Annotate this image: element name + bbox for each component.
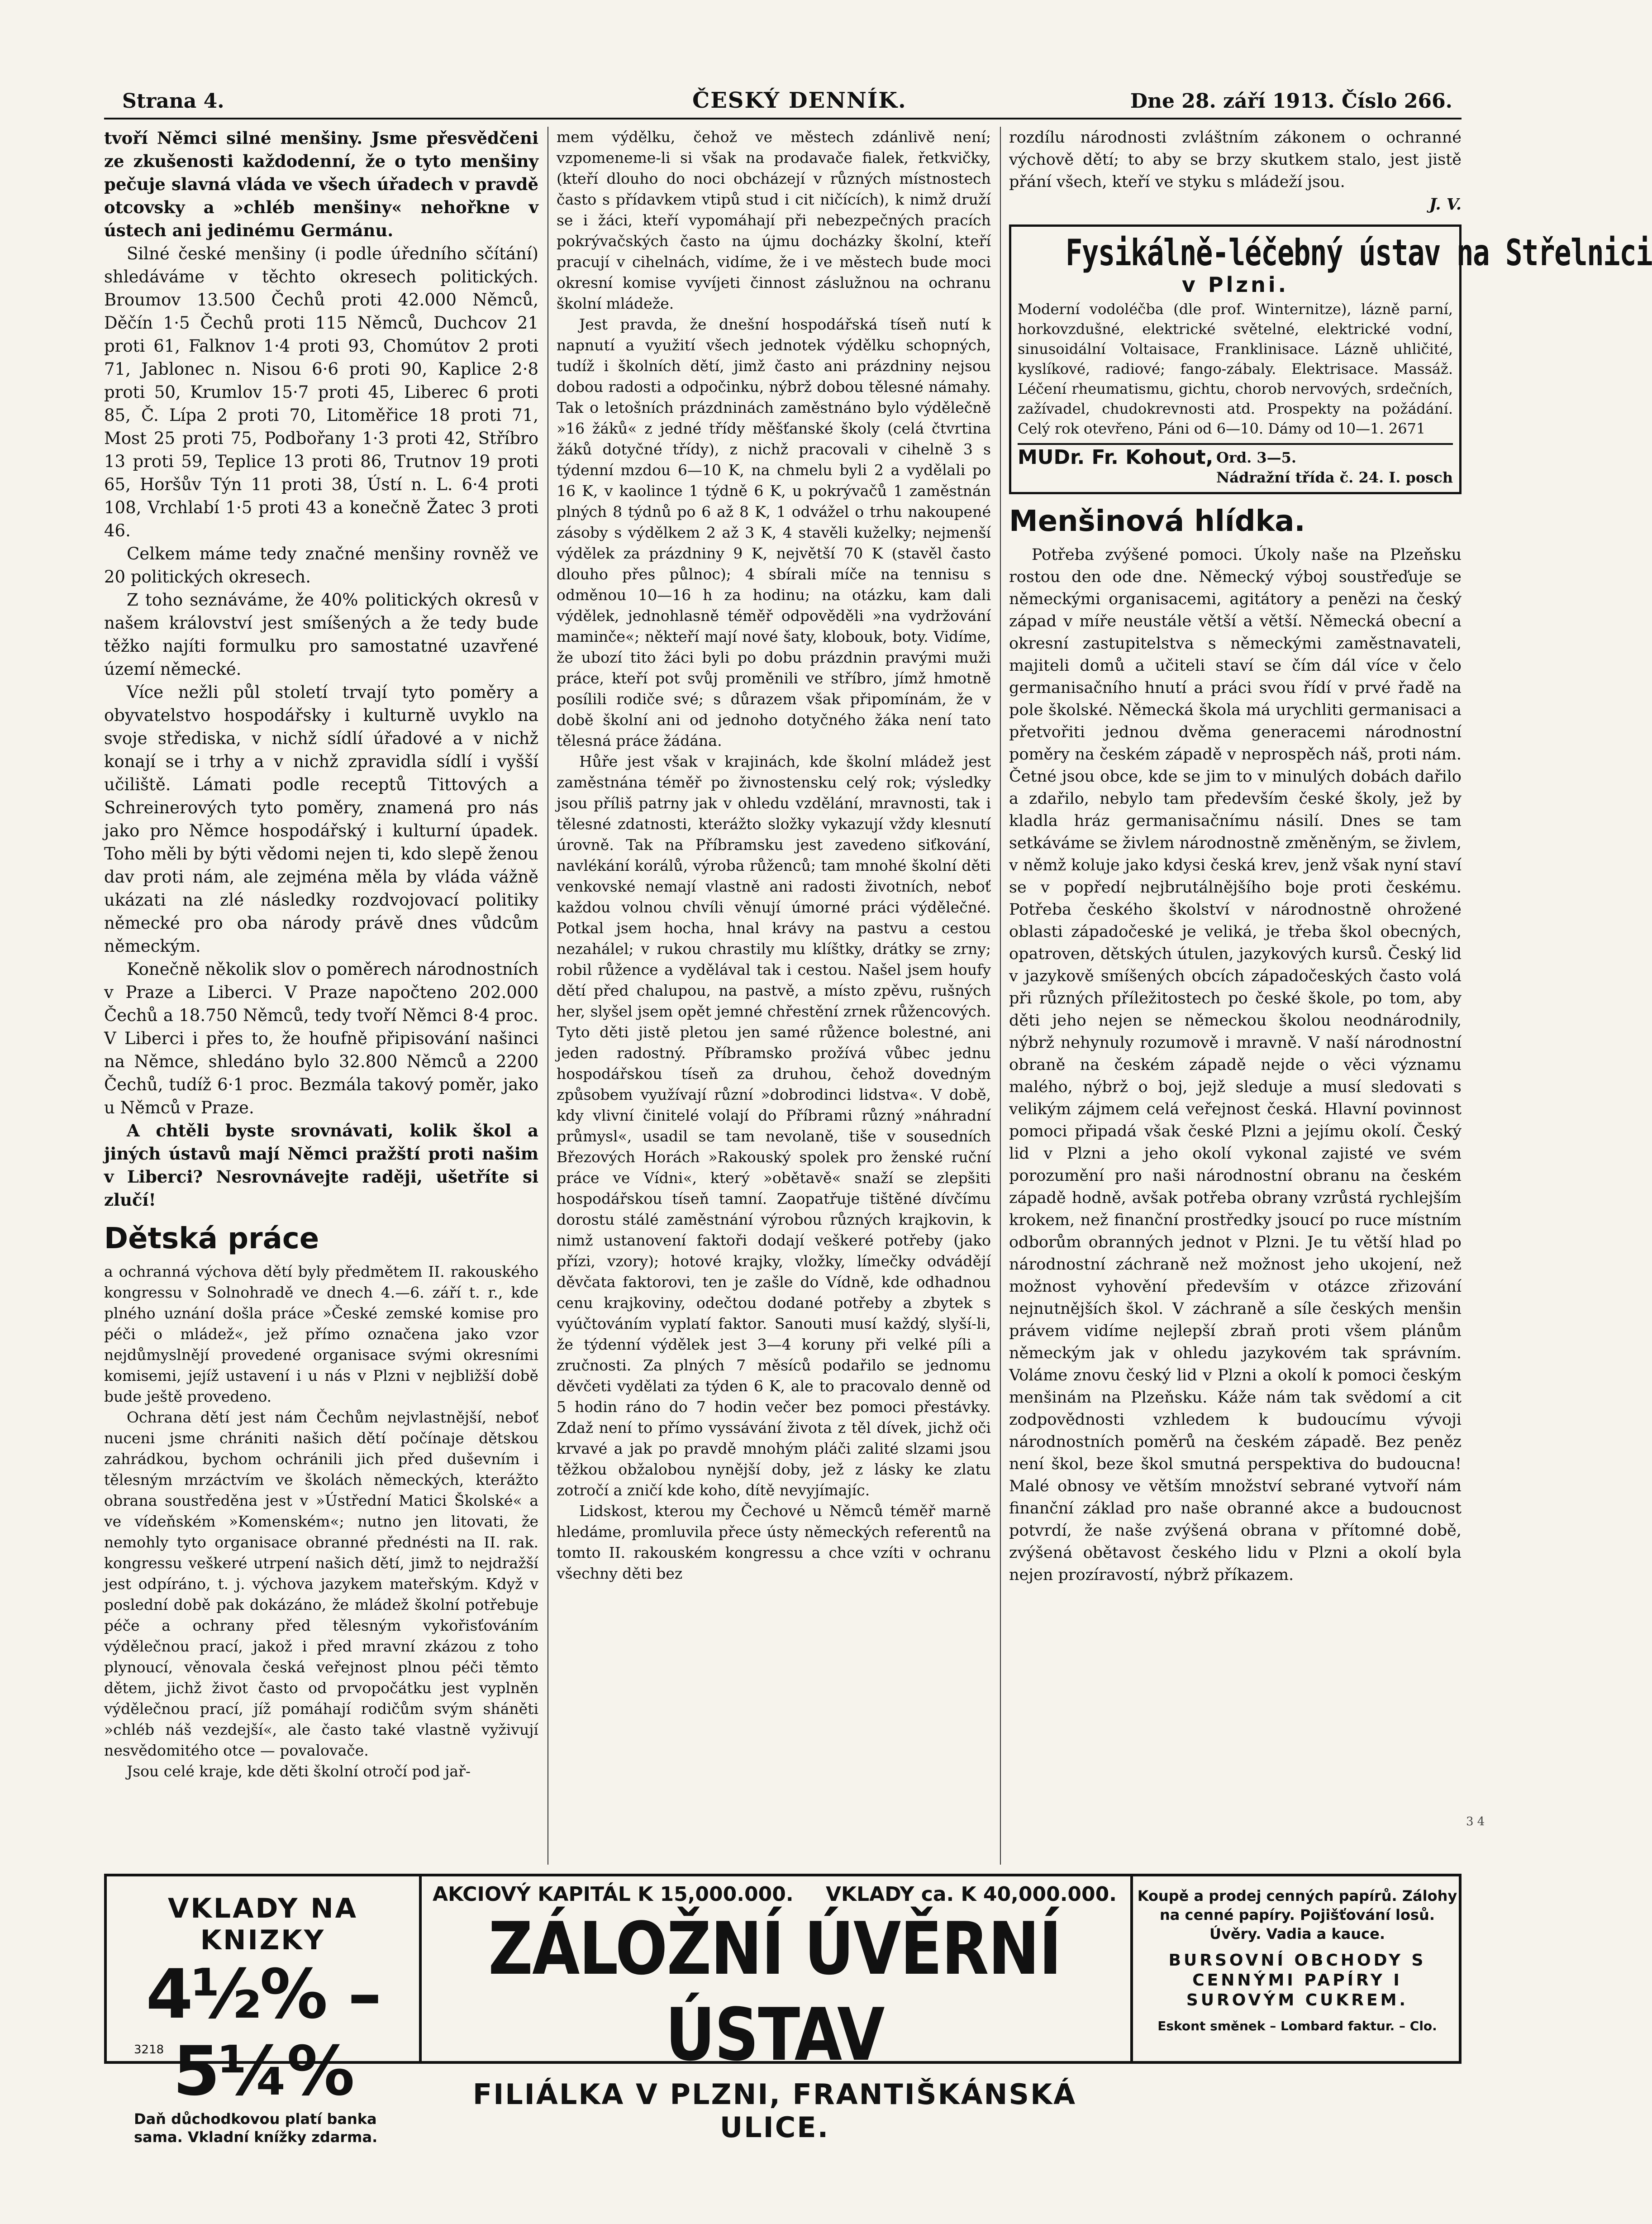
bank-deposits: VKLADY ca. K 40,000.000. <box>825 1883 1117 1906</box>
article-paragraph: rozdílu národnosti zvláštním zákonem o ochranné výchově dětí; to aby se brzy skutkem stalo, jest jistě přání všech, kteří ve styku s mládeží jsou. <box>1009 129 1462 191</box>
bank-capital: AKCIOVÝ KAPITÁL K 15,000.000. <box>433 1883 794 1906</box>
bank-discount: Eskont směnek – Lombard faktur. – Clo. <box>1157 2019 1437 2033</box>
article-paragraph: a ochranná výchova dětí byly předmětem II. rakouského kongressu v Solnohradě ve dnech 4.—6. září t. r., kde plného uznání došla práce »České zemské komise pro péči o mládež«, jež přímo označena jako vzor nejdůmyslnějí provedené organisace svými okresními komisemi, jejíž ustavení i u nás v Plzni v nejbližší době bude ještě provedeno. <box>104 1263 538 1405</box>
article-paragraph: Více nežli půl století trvají tyto poměry a obyvatelstvo hospodářsky i kulturně uvyklo na svoje střediska, v nichž sídlí úřadové a v nichž konají se i trhy a v nichž zpravidla sídlí i vyšší učiliště. Lámati podle receptů Tittových a Schreinerových tyto poměry, znamená pro nás jako pro Němce hospodářský i kulturní úpadek. Toho měli by býti vědomi nejen ti, kdo slepě ženou dav proti nám, ale zejména měla by vláda vážně ukázati na zlé následky rozdvojovací politiky německé pro oba národy právě dnes vůdcům německým. <box>104 682 538 956</box>
margin-note: 3 4 <box>1466 1815 1485 1828</box>
article-paragraph: A chtěli byste srovnávati, kolik škol a jiných ústavů mají Němci pražští proti našim v Liberci? Nesrovnávejte raději, ušetříte si zlučí! <box>104 1121 538 1210</box>
article-paragraph: Celkem máme tedy značné menšiny rovněž ve 20 politických okresech. <box>104 544 538 587</box>
column-1 <box>104 127 538 1782</box>
article-paragraph: Lidskost, kterou my Čechové u Němců téměř marně hledáme, promluvila přece ústy německých referentů na tomto II. rakouském kongressu a chce vzíti v ochranu všechny děti bez <box>557 1502 991 1582</box>
bank-tax-note: Daň důchodkovou platí banka <box>134 2110 377 2128</box>
page-header <box>104 81 1462 119</box>
article-paragraph: mem výdělku, čehož ve městech zdánlivě není; vzpomeneme-li si však na prodavače fialek, řetkvičky, (kteří dlouho do noci obcházejí v různých místnostech často s přídavkem vtipů stud i cit ničících), k nimž druží se i žáci, kteří vypomáhají při nebezpečných pracích pokrývačských často na újmu docházky školní, kteří pracují v cihelnách, vidíme, že i ve městech bude moci okresní komise vyvíjeti činnost záslužnou na ochranu školní mládeže. <box>557 128 991 312</box>
column-rule <box>547 127 548 1865</box>
author-signature: J. V. <box>1429 195 1462 214</box>
bank-branch: FILIÁLKA V PLZNI, FRANTIŠKÁNSKÁ ULICE. <box>472 2078 1077 2144</box>
ad-doctor: MUDr. Fr. Kohout, <box>1018 446 1214 469</box>
bank-exchange: BURSOVNÍ OBCHODY S CENNÝMI PAPÍRY I SUROVÝM CUKREM. <box>1168 1951 1426 2009</box>
article-headline: Dětská práce <box>104 1222 319 1255</box>
ad-address: Nádražní třída č. 24. I. posch <box>1216 469 1453 486</box>
ad-footer <box>1018 443 1453 487</box>
column-rule <box>1000 127 1001 1865</box>
newspaper-page <box>104 81 1652 2146</box>
ad-hours <box>1216 448 1453 487</box>
bank-interest-rate: 4½% – 5¼% <box>146 1955 380 2111</box>
article-paragraph: Ochrana dětí jest nám Čechům nejvlastnější, neboť nuceni jsme chrániti našich dětí počínaje dětskou zahrádkou, bychom ochránili jich před duševním i tělesným mrzáctvím ve školách německých, kterážto obrana soustředěna jest v »Ústřední Matici Školské« a ve vídeňském »Komenském«; nutno jen litovati, že nemohly tyto organisace obranné přednésti na II. rak. kongressu veškeré utrpení našich dětí, jimž to nejdražší jest odpíráno, t. j. výchova jazykem mateřským. Když v poslední době pak dokázáno, že mládež školní potřebuje péče a ochrany před tělesným vykořisťováním výdělečnou prací, jakož i před mravní zkázou z toho plynoucí, věnovala česká veřejnost plnou péči těmto dětem, jichž život často od prvopočátku jest vyplněn výdělečnou prací, jíž pomáhají rodičům svým sháněti »chléb náš vezdejší«, ale často také vlastně vyživují nesvědomitého otce — povalovače. <box>104 1408 538 1759</box>
article-paragraph: Potřeba zvýšené pomoci. Úkoly naše na Plzeňsku rostou den ode dne. Německý výboj soustřeďuje se německými organisacemi, agitátory a penězi na český západ v míře neustále větší a větší. Německá obecní a okresní zastupitelstva s německými zaměstnavateli, majiteli domů a učiteli staví se čím dál více v čelo germanisačního hnutí a práci svou řídí v prvé řadě na pole školské. Německá škola má urychliti germanisaci a přetvořiti jednou dvěma generacemi národnostní poměry na českém západě v neprospěch náš, proti nám. Četné jsou obce, kde se jim to v minulých dobách dařilo a zdařilo, nebylo tam především české školy, jež by kladla hráz germanisačnímu násilí. Dnes se tam setkáváme se živlem národnostně změněným, se živlem, v němž koluje jako kdysi česká krev, jenž však nyní staví se v popředí nejbrutálnějšího boje proti českému. Potřeba českého školství v národnostně ohrožené oblasti západočeské je veliká, je třeba škol obecných, opatroven, dětských útulen, jazykových kursů. Český lid v jazykově smíšených obcích západočeských často volá při různých příležitostech po české škole, po tom, aby děti jeho nejen se německou školou neodnárodnily, nýbrž nehynuly rozumově i mravně. V naší národnostní obraně na českém západě nejde o věci významu malého, nýbrž o boj, jejž sleduje a musí sledovati s velikým zájmem celá veřejnost česká. Hlavní povinnost pomoci připadá však české Plzni a jejímu okolí. Český lid v Plzni a jeho okolí vykonal zajisté ve svém porozumění pro naši národnostní obranu na českém západě hodně, avšak potřeba obrany vzrůstá rychlejším krokem, než finanční prostředky jsoucí po ruce místním odborům obranných jednot v Plzni. Je tu větší hlad po národnostní záchraně než možnost jeho ukojení, než možnost vyhovění především v otázce zřizování nejnutnějších škol. V záchraně a síle českých menšin právem vidíme nejlepší zbraň proti všem plánům německým jak v ohledu jazykovém tak správním. Voláme znovu český lid v Plzni a okolí k pomoci českým menšinám na Plzeňsku. Káže nám tak svědomí a cit zodpovědnosti vzhledem k budoucímu vývoji národnostních poměrů na českém západě. Bez peněz není škol, beze škol smutná perspektiva do budoucna! Malé obnosy ve větším množství sebrané vytvoří nám finanční základ pro naše obranné akce a budoucnost potvrdí, že naše zvýšená obrana v přítomné době, zvýšená obětavost českého lidu v Plzni a okolí byla nejen prozíravostí, nýbrž příkazem. <box>1009 546 1462 1584</box>
article-paragraph: Hůře jest však v krajinách, kde školní mládež jest zaměstnána téměř po živnostensku celý rok; výsledky jsou příliš patrny jak v ohledu vzdělání, mravnosti, tak i tělesné zdatnosti, kterážto složky vykazují vždy klesnutí úrovně. Tak na Příbramsku jest zavedeno siťkování, navlékání korálů, výroba růženců; tam mnohé školní děti venkovské nemají vlastně ani radosti životních, neboť každou volnou chvíli věnují úmorné práci výdělečné. Potkal jsem hocha, hnal krávy na pastvu a cestou nezahálel; v rukou chrastily mu klíštky, drátky se zrny; robil růžence a vydělával tak i cestou. Našel jsem houfy dětí před chalupou, na pastvě, a místo zpěvu, rušných her, slyšel jsem opět jemné chřestění zrnek růžencových. Tyto děti jistě pletou jen samé růžence bolestné, ani jeden radostný. Příbramsko prožívá vůbec jednu hospodářskou tíseň za druhou, čehož dovedným způsobem využívají různí »dobrodinci lidstva«. V době, kdy vlivní činitelé volají do Příbrami různý »náhradní průmysl«, usadil se tam nevolaně, tiše v sousedních Březových Horách »Rakouský spolek pro ženské ruční práce ve Vídni«, který »obětavě« snaží se zlepšiti hospodářskou tíseň tamní. Zaopatřuje tištěné dívčímu dorostu stálé zaměstnání výrobou různých krajkovin, k nimž ustanovení faktoři dodají veškeré potřeby (jako přízi, vzory); hotové krajky, vložky, límečky odvádějí děvčata faktorovi, ten je zašle do Vídně, kde odhadnou cenu krajkoviny, odečtou dodané potřeby a zbytek s vyúčtováním vyplatí faktor. Sanouti musí každý, slyší-li, že týdenní výdělek jest 3—4 koruny při velké píli a zručnosti. Za plných 7 měsíců podařilo se jednomu děvčeti vydělati za týden 6 K, ale to pracovalo denně od 5 hodin ráno do 7 hodin večer bez pomoci přestávky. Zdaž není to přímo vyssávání života z těl dívek, jichž oči krvavé a jak po pravdě mnohým pláči zalité slzami jsou těžkou obžalobou nynější doby, jež z lásky ke zlatu zotročí a zničí kde koho, dítě nevyjímajíc. <box>557 753 991 1499</box>
issue-date: Dne 28. září 1913. Číslo 266. <box>1130 90 1452 113</box>
article-paragraph: Jest pravda, že dnešní hospodářská tíseň nutí k napnutí a využití všech jednotek výdělku schopných, tudíž i školních dětí, jimž často ani prázdniny nejsou dobou radosti a odpočinku, nýbrž dobou tělesné námahy. Tak o letošních prázdninách zaměstnáno bylo výdělečně »16 žáků« z jedné třídy měšťanské školy (celá čtvrtina žáků dotyčné třídy), z nichž pracovali v cihelně 3 s týdenní mzdou 6—10 K, na chmelu byli 2 a vydělali po 16 K, v kaolince 1 týdně 6 K, u pokrývačů 1 zaměstnán plných 8 týdnů po 6 až 8 K, 1 odvážel o trhu nakoupené zásoby s výdělkem 2 až 3 K, 4 stavěli kuželky; nejmenší výdělek za prázdniny 9 K, největší 70 K (stavěl často dlouho přes půlnoc); 4 sbírali míče na tennisu s odměnou 10—16 h za hodinu; na otázku, kam dali výdělek, jednohlasně téměř odpověděli »na vydržování maminče«; někteří mají nové šaty, klobouk, boty. Vidíme, že ubozí tito žáci byli po dobu prázdnin pravými muži práce, kteří pot svůj proměnili ve stříbro, jímž hmotně posílili rodiče své; s důrazem však připomínám, že v době školní ani od jednoho dotyčného žáka není tato tělesná práce žádána. <box>557 315 991 749</box>
bank-deposit-title: VKLADY NA KNIZKY <box>167 1893 358 1956</box>
bank-services: Koupě a prodej cenných papírů. Zálohy na cenné papíry. Pojišťování losů. Úvěry. Vadia a kauce. <box>1137 1887 1457 1942</box>
bank-rate-panel <box>107 1876 422 2146</box>
bank-capital-row <box>422 1876 1128 1906</box>
article-headline: Menšinová hlídka. <box>1009 505 1305 538</box>
newspaper-title: ČESKÝ DENNÍK. <box>692 88 907 113</box>
column-3 <box>1009 127 1652 1586</box>
ad-body: Moderní vodoléčba (dle prof. Winternitze), lázně parní, horkovzdušné, elektrické světelné, elektrické vodní, sinusoidální Voltaisace, Franklinisace. Lázně uhličité, kyslíkové, radiové; fango-zábaly. Elektrisace. Massáž. Léčení rheumatismu, gichtu, chorob nervových, srdečních, zažívadel, chudokrevnosti atd. Prospekty na požádání. Celý rok otevřeno, Páni od 6—10. Dámy od 10—1. 2671 <box>1018 301 1453 437</box>
article-paragraph: tvoří Němci silné menšiny. Jsme přesvědčeni ze zkušenosti každodenní, že o tyto menšiny pečuje slavná vláda ve všech úřadech v pravdě otcovsky a »chléb menšiny« nehořkne v ústech ani jedinému Germánu. <box>104 128 538 240</box>
bank-tax-note: sama. Vkladní knížky zdarma. <box>134 2129 378 2146</box>
bank-name: ZÁLOŽNÍ ÚVĚRNÍ ÚSTAV <box>488 1906 1061 2077</box>
bank-services-panel <box>1130 1876 1462 2061</box>
ad-hours-text: Ord. 3—5. <box>1216 449 1297 466</box>
page-number: Strana 4. <box>122 90 224 113</box>
article-paragraph: Z toho seznáváme, že 40% politických okresů v našem království jest smíšených a že tedy bude těžko najíti formulku pro samostatné uzavřené území německé. <box>104 590 538 679</box>
article-paragraph: Konečně několik slov o poměrech národnostních v Praze a Liberci. V Praze napočteno 202.000 Čechů a 18.750 Němců, tedy tvoří Němci 8·4 proc. V Liberci i přes to, že houfně připisování našinci na Němce, shledáno bylo 32.800 Němců a 2200 Čechů, tudíž 6·1 proc. Bezmála takový poměr, jako u Němců v Praze. <box>104 959 538 1117</box>
spa-advertisement <box>1009 224 1652 494</box>
ad-subtitle: v Plzni. <box>1181 272 1289 297</box>
column-2 <box>557 127 991 1584</box>
ad-title: Fysikálně-léčebný ústav na Střelnici <box>1065 232 1652 274</box>
ad-number: 3218 <box>134 2043 164 2057</box>
article-paragraph: Silné české menšiny (i podle úředního sčítání) shledáváme v těchto okresech politických. Broumov 13.500 Čechů proti 42.000 Němců, Děčín 1·5 Čechů proti 115 Němců, Duchcov 21 proti 61, Falknov 1·4 proti 93, Chomútov 2 proti 71, Jablonec n. Nisou 6·6 proti 90, Kaplice 2·8 proti 50, Krumlov 15·7 proti 45, Liberec 6 proti 85, Č. Lípa 2 proti 70, Litoměřice 18 proti 71, Most 25 proti 75, Podbořany 1·3 proti 42, Stříbro 13 proti 59, Teplice 13 proti 86, Trutnov 19 proti 65, Horšův Týn 11 proti 38, Ústí n. L. 6·4 proti 108, Vrchlabí 1·5 proti 43 a konečně Žatec 3 proti 46. <box>104 244 538 540</box>
article-paragraph: Jsou celé kraje, kde děti školní otročí pod jař- <box>127 1762 471 1780</box>
bank-advertisement <box>104 1874 1462 2146</box>
bank-name-panel <box>422 1876 1128 2144</box>
